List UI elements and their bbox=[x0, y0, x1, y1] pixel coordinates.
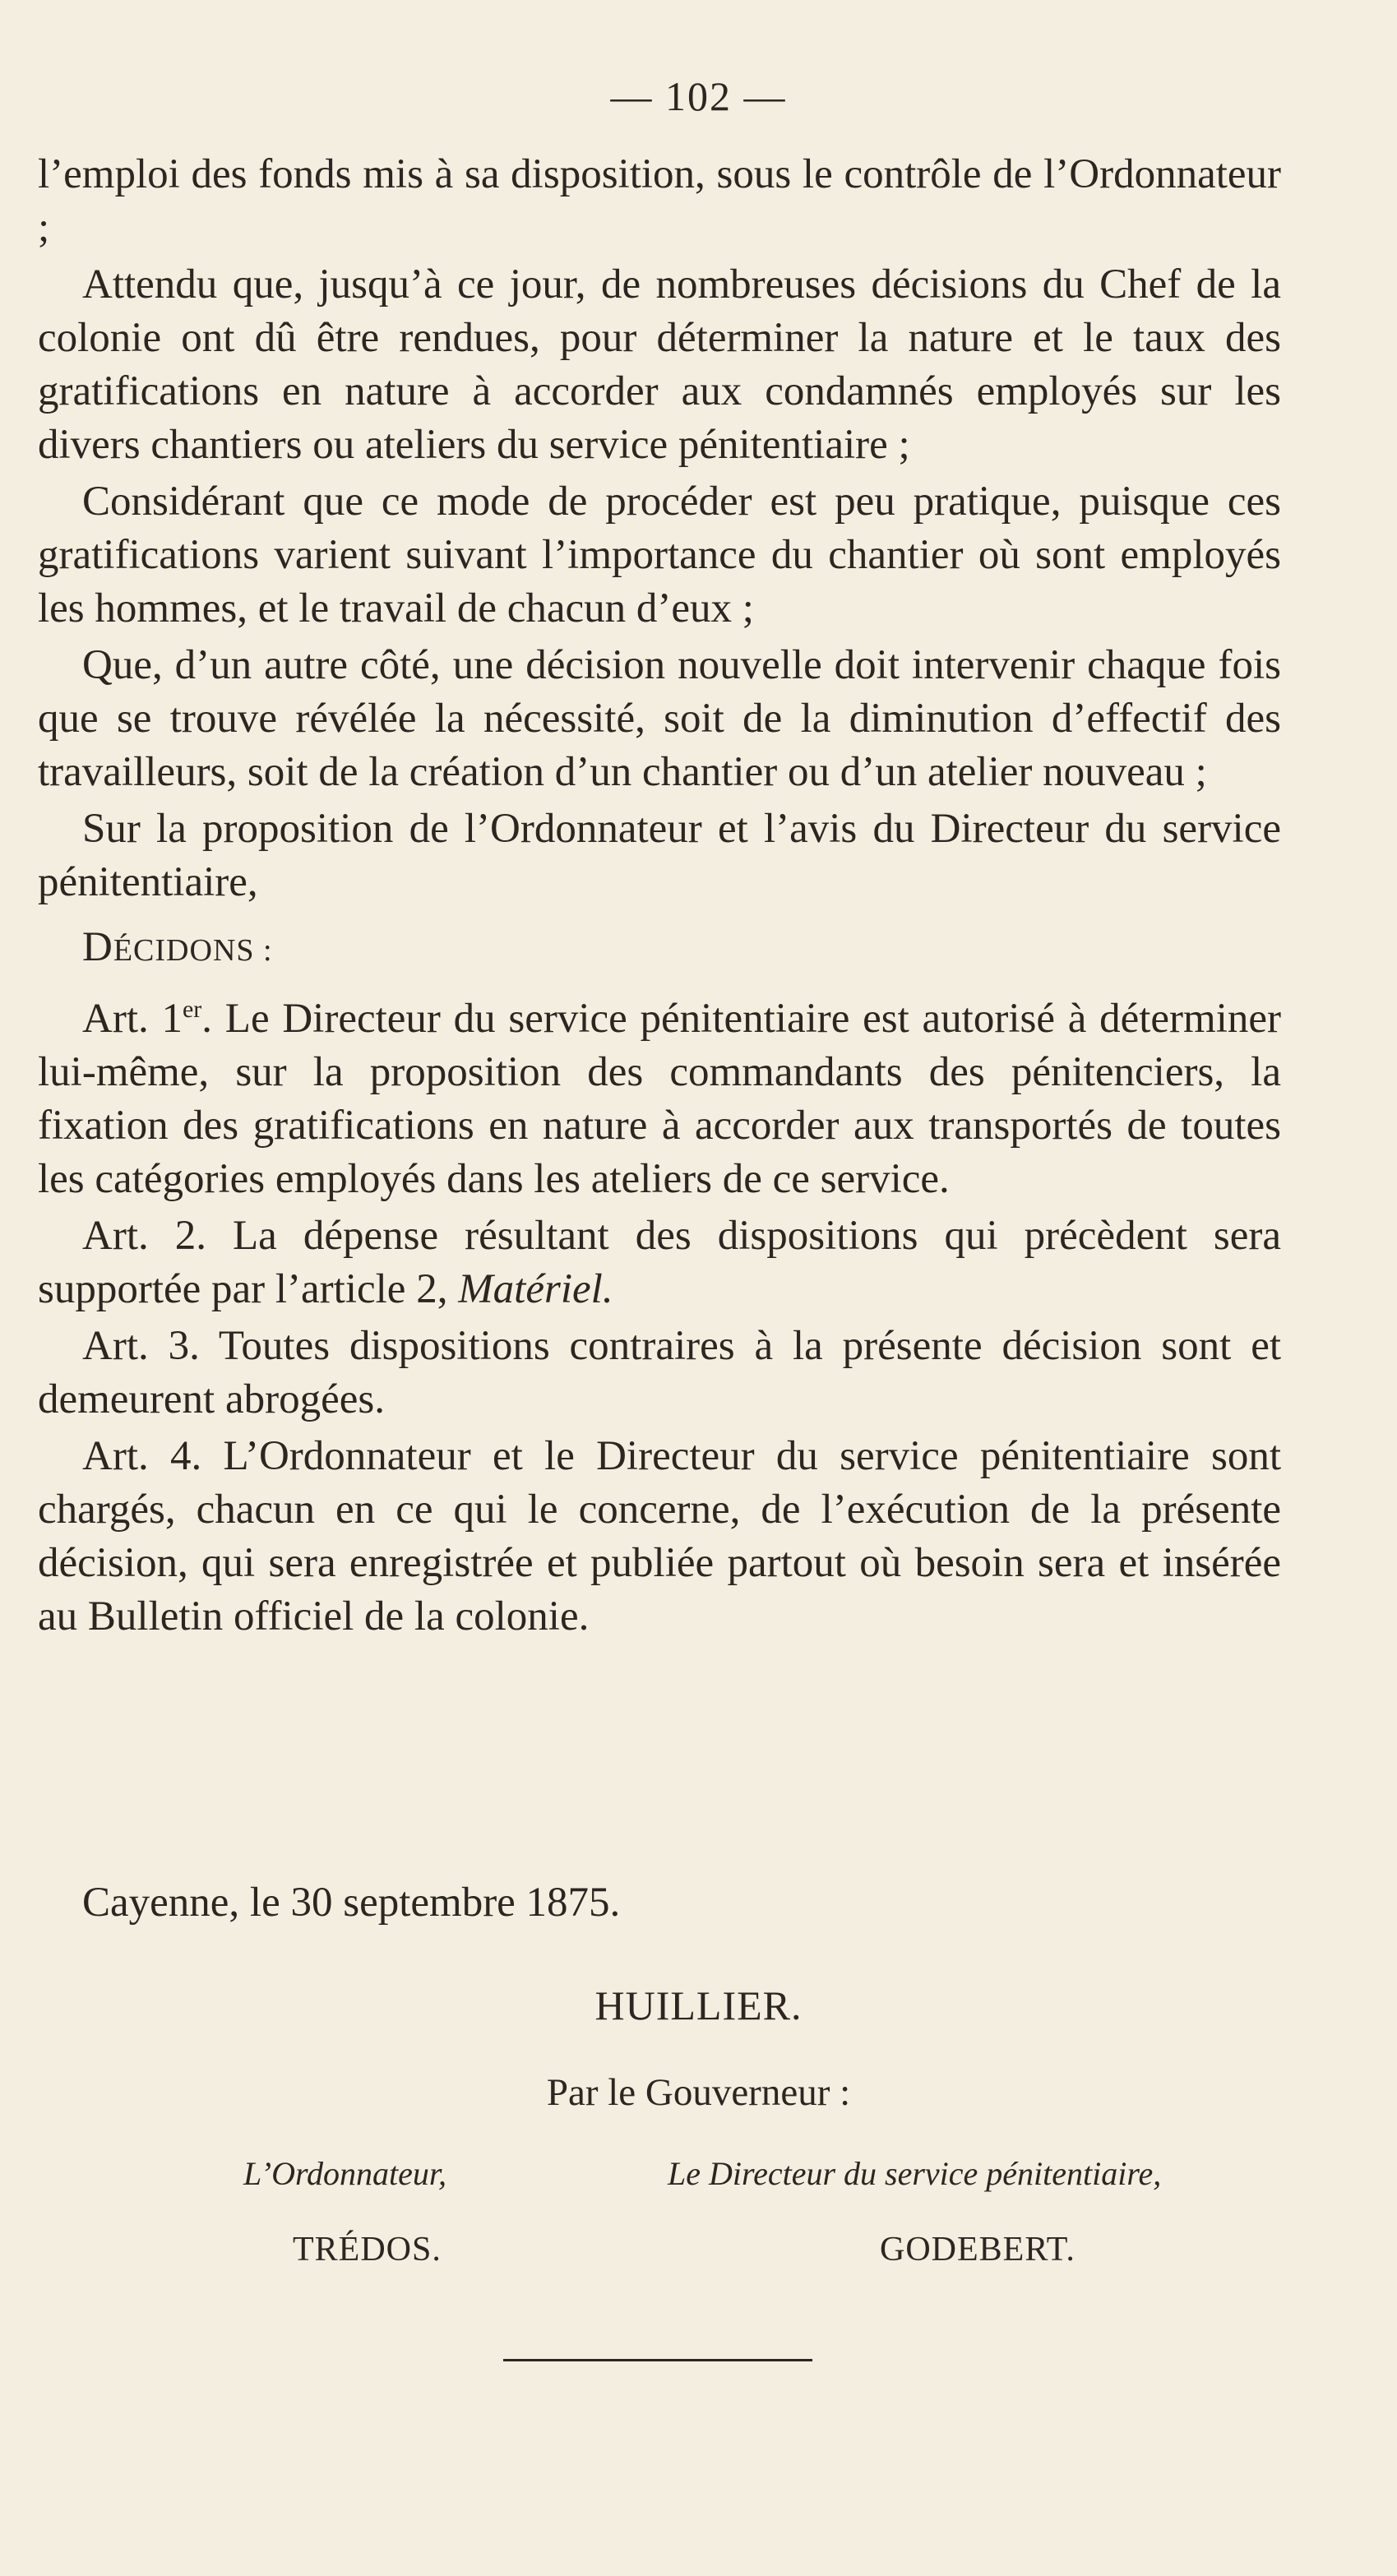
role-directeur: Le Directeur du service pénitentiaire, bbox=[668, 2155, 1162, 2192]
paragraph-attendu: Attendu que, jusqu’à ce jour, de nombreuses décisions du Chef de la colonie ont dû être rendues, pour déterminer la nature et le taux des gratifications en nature à accorder aux condamnés employés sur les divers chantiers ou ateliers du service pénitentiaire ; bbox=[38, 261, 1281, 468]
governor-signature: HUILLIER. bbox=[594, 1982, 803, 2028]
paragraph-considerant: Considérant que ce mode de procéder est peu pratique, puisque ces gratifications varient suivant l’importance du chantier où sont employés les hommes, et le travail de chacun d’eux ; bbox=[38, 479, 1281, 631]
body-text bbox=[38, 148, 1281, 1647]
page-number: — 102 — bbox=[610, 73, 787, 119]
article-4: Art. 4. L’Ordonnateur et le Directeur du service pénitentiaire sont chargés, chacun en ce qui le concerne, de l’exécution de la présente décision, qui sera enregistrée et publiée partout où besoin sera et insérée au Bulletin officiel de la colonie. bbox=[38, 1433, 1281, 1639]
name-godebert: GODEBERT. bbox=[880, 2231, 1076, 2268]
name-tredos: TRÉDOS. bbox=[293, 2231, 442, 2268]
dateline: Cayenne, le 30 septembre 1875. bbox=[82, 1880, 621, 1926]
article-1: Art. 1er. Le Directeur du service pénitentiaire est autorisé à déterminer lui-même, sur la proposition des commandants des pénitenciers, la fixation des gratifications en nature à accorder aux transportés de toutes les catégories employés dans les ateliers de ce service. bbox=[38, 996, 1282, 1202]
paragraph-continuation: l’emploi des fonds mis à sa disposition, sous le contrôle de l’Ordonnateur ; bbox=[38, 151, 1281, 251]
closing-rule bbox=[503, 2359, 812, 2361]
par-le-gouverneur: Par le Gouverneur : bbox=[546, 2071, 851, 2114]
article-2: Art. 2. La dépense résultant des dispositions qui précèdent sera supportée par l’article 2, Matériel. bbox=[38, 1213, 1281, 1312]
decision-heading: DÉCIDONS : bbox=[82, 924, 273, 970]
role-ordonnateur: L’Ordonnateur, bbox=[243, 2155, 447, 2192]
paragraph-proposition: Sur la proposition de l’Ordonnateur et l’avis du Directeur du service pénitentiaire, bbox=[38, 806, 1281, 905]
paragraph-que: Que, d’un autre côté, une décision nouvelle doit intervenir chaque fois que se trouve révélée la nécessité, soit de la diminution d’effectif des travailleurs, soit de la création d’un chantier ou d’un atelier nouveau ; bbox=[38, 642, 1281, 795]
article-3: Art. 3. Toutes dispositions contraires à la présente décision sont et demeurent abrogées. bbox=[38, 1323, 1281, 1422]
